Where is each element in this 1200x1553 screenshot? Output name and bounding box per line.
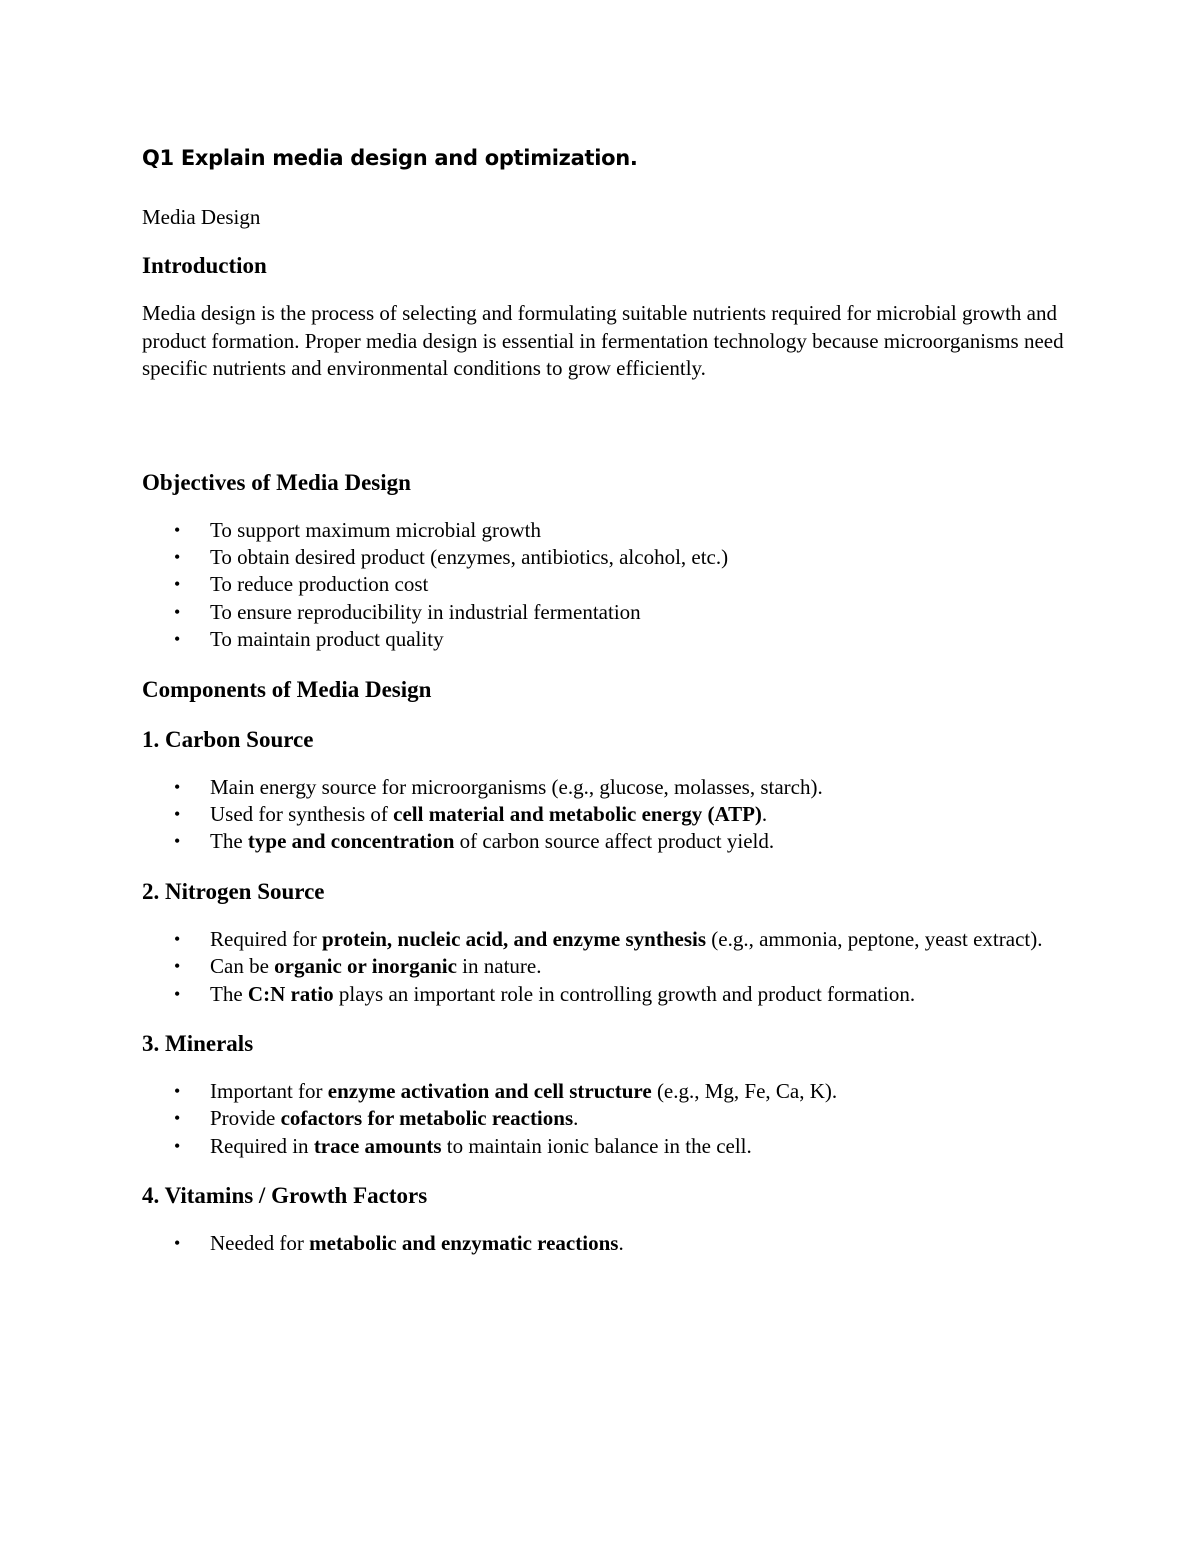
bullet-icon: • <box>174 574 181 595</box>
list-item: • To maintain product quality <box>142 626 1082 653</box>
bullet-icon: • <box>174 546 181 567</box>
carbon-source-heading: 1. Carbon Source <box>142 726 314 752</box>
bullet-icon: • <box>174 983 181 1004</box>
bullet-icon: • <box>174 956 181 977</box>
list-item: • To support maximum microbial growth <box>142 517 1082 544</box>
list-item: • Important for enzyme activation and cell structure (e.g., Mg, Fe, Ca, K). <box>142 1078 1082 1105</box>
spacer <box>142 383 1082 467</box>
list-item: • Main energy source for microorganisms (e.g., glucose, molasses, starch). <box>142 774 1082 801</box>
bullet-icon: • <box>174 803 181 824</box>
bullet-icon: • <box>174 1233 181 1254</box>
bullet-icon: • <box>174 1108 181 1129</box>
list-item: • Required for protein, nucleic acid, and enzyme synthesis (e.g., ammonia, peptone, yeast extract). <box>142 926 1082 953</box>
list-item: • Needed for metabolic and enzymatic reactions. <box>142 1230 1082 1257</box>
list-item: • To ensure reproducibility in industrial fermentation <box>142 599 1082 626</box>
objectives-heading: Objectives of Media Design <box>142 469 411 495</box>
bullet-icon: • <box>174 1080 181 1101</box>
list-item: • Used for synthesis of cell material and metabolic energy (ATP). <box>142 801 1082 828</box>
objectives-list <box>142 517 1082 654</box>
bullet-icon: • <box>174 601 181 622</box>
list-item: • Can be organic or inorganic in nature. <box>142 953 1082 980</box>
minerals-list <box>142 1078 1082 1160</box>
vitamins-heading: 4. Vitamins / Growth Factors <box>142 1183 428 1209</box>
bullet-icon: • <box>174 519 181 540</box>
list-item: • Provide cofactors for metabolic reactions. <box>142 1105 1082 1132</box>
bullet-icon: • <box>174 831 181 852</box>
bullet-icon: • <box>174 629 181 650</box>
nitrogen-source-heading: 2. Nitrogen Source <box>142 878 325 904</box>
question-title: Q1 Explain media design and optimization. <box>142 146 638 170</box>
list-item: • Required in trace amounts to maintain ionic balance in the cell. <box>142 1133 1082 1160</box>
list-item: • The C:N ratio plays an important role in controlling growth and product formation. <box>142 981 1082 1008</box>
carbon-source-list <box>142 774 1082 856</box>
introduction-heading: Introduction <box>142 253 267 278</box>
bullet-icon: • <box>174 928 181 949</box>
document-content <box>142 140 1082 1278</box>
list-item: • The type and concentration of carbon source affect product yield. <box>142 828 1082 855</box>
list-item: • To obtain desired product (enzymes, antibiotics, alcohol, etc.) <box>142 544 1082 571</box>
bullet-icon: • <box>174 776 181 797</box>
subtitle: Media Design <box>142 205 261 229</box>
vitamins-list <box>142 1230 1082 1257</box>
bullet-icon: • <box>174 1135 181 1156</box>
introduction-paragraph: Media design is the process of selecting and formulating suitable nutrients required for microbial growth and product formation. Proper media design is essential in fermentation technology because microorganisms need specific nutrients and environmental conditions to grow efficiently. <box>142 301 1064 380</box>
components-heading: Components of Media Design <box>142 676 432 702</box>
list-item: • To reduce production cost <box>142 571 1082 598</box>
nitrogen-source-list <box>142 926 1082 1008</box>
minerals-heading: 3. Minerals <box>142 1030 254 1056</box>
